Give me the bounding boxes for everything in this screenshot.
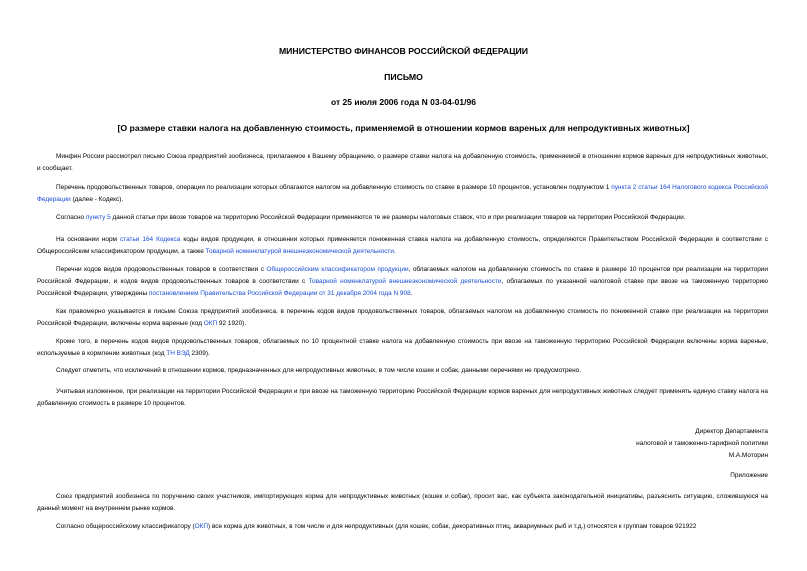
paragraph-8: Следует отметить, что исключений в отношении кормов, предназначенных для непродуктивных животных, в том числе кошек и собак, данными перечнями не предусмотрено. <box>56 367 582 374</box>
ministry-heading: МИНИСТЕРСТВО ФИНАНСОВ РОССИЙСКОЙ ФЕДЕРАЦИИ <box>278 46 529 56</box>
appendix-paragraph-1: Союз предприятий зообизнеса по поручению своих участников, импортирующих корма для непродуктивных животных (кошек и собак), просит вас, как субъекта законодательной инициативы, разъяснить ситуацию, сложившуюся на данный момент на внутреннем рынке кормов. <box>37 493 768 512</box>
paragraph-7 <box>37 336 768 360</box>
paragraph-3 <box>37 212 768 224</box>
link-okp-classifier[interactable]: Общероссийским классификатором продукции <box>266 266 409 273</box>
link-tax-code-article-164[interactable]: пункта 2 статьи 164 Налогового кодекса Российской Федерации <box>37 184 768 203</box>
paragraph-7-text-a: Кроме того, в перечень кодов видов продовольственных товаров, облагаемых по 10 процентной ставке налога на добавленную стоимость при ввозе на таможенную территорию Российской Федерации включены корма вареные, используемые в кормлении животных (код <box>37 338 768 357</box>
link-tn-ved-2[interactable]: Товарной номенклатурой внешнеэкономической деятельности <box>308 278 502 285</box>
paragraph-2-text-b: (далее - Кодекс). <box>70 196 124 203</box>
link-okp-appendix[interactable]: ОКП <box>194 523 209 530</box>
link-okp[interactable]: ОКП <box>203 320 218 327</box>
document-subject: [О размере ставки налога на добавленную стоимость, применяемой в отношении кормов вареных для непродуктивных животных] <box>117 123 690 133</box>
appendix-label: Приложение <box>730 472 768 479</box>
signature-position: Директор Департамента <box>695 428 768 435</box>
link-tn-ved-code[interactable]: ТН ВЭД <box>166 350 190 357</box>
paragraph-2 <box>37 182 768 206</box>
appendix-paragraph-2-text-a: Согласно общероссийскому классификатору ( <box>56 523 195 530</box>
paragraph-6 <box>37 306 768 330</box>
paragraph-5-text-b: , облагаемых налогом на добавленную стоимость по ставке в размере 10 процентов при реализации на территории Российской Федерации, и кодов видов продовольственных товаров в соответствии с <box>37 266 768 285</box>
appendix-paragraph-2-text-b: ) все корма для животных, в том числе и для непродуктивных (для кошек, собак, декоративных птиц, аквариумных рыб и т.д.) относятся к группам товаров 921922 <box>208 523 697 530</box>
paragraph-3-text-b: данной статьи при ввозе товаров на территорию Российской Федерации применяются те же размеры налоговых ставок, что и при реализации товаров на территории Российской Федерации. <box>110 214 686 221</box>
link-tn-ved[interactable]: Товарной номенклатурой внешнеэкономической деятельности <box>205 248 394 255</box>
link-resolution-908[interactable]: постановлением Правительства Российской Федерации от 31 декабря 2004 года N 908 <box>148 290 411 297</box>
paragraph-5-text-a: Перечни кодов видов продовольственных товаров в соответствии с <box>56 266 267 273</box>
document-date-number: от 25 июля 2006 года N 03-04-01/96 <box>331 97 476 107</box>
paragraph-5-text-d: . <box>410 290 413 297</box>
paragraph-9: Учитывая изложенное, при реализации на территории Российской Федерации и при ввозе на таможенную территорию Российской Федерации кормов вареных для непродуктивных животных следует применять единую ставку налога на добавленную стоимость в размере 10 процентов. <box>37 388 768 407</box>
paragraph-4-text-c: . <box>393 248 396 255</box>
paragraph-5-text-c: , облагаемых по указанной налоговой ставке при ввозе на таможенную территорию Российской Федерации, утверждены <box>37 278 769 297</box>
paragraph-2-text-a: Перечень продовольственных товаров, операции по реализации которых облагаются налогом на добавленную стоимость по ставке в размере 10 процентов, установлен подпунктом 1 <box>56 184 612 191</box>
paragraph-7-text-b: 2309). <box>189 350 210 357</box>
paragraph-4-text-b: коды видов продукции, в отношении которых применяется пониженная ставка налога на добавленную стоимость, определяются Правительством Российской Федерации в соответствии с Общероссийским классификатором продукции, а также <box>37 236 768 255</box>
paragraph-6-text-a: Как правомерно указывается в письме Союза предприятий зообизнеса, в перечень кодов видов продовольственных товаров, облагаемых налогом на добавленную стоимость по пониженной ставке при реализации на территории Российской Федерации, включены корма вареные (код <box>37 308 768 327</box>
link-item-5[interactable]: пункту 5 <box>85 214 111 221</box>
paragraph-4-text-a: На основании норм <box>56 236 120 243</box>
document-type: ПИСЬМО <box>384 72 423 82</box>
signature-name: М.А.Моторин <box>728 452 768 459</box>
signature-department: налоговой и таможенно-тарифной политики <box>636 440 768 447</box>
link-article-164[interactable]: статьи 164 Кодекса <box>119 236 181 243</box>
paragraph-5 <box>37 264 768 300</box>
paragraph-4 <box>37 234 768 258</box>
paragraph-6-text-b: 92 1920). <box>217 320 247 327</box>
paragraph-3-text-a: Согласно <box>56 214 86 221</box>
appendix-paragraph-2 <box>37 521 768 533</box>
paragraph-1: Минфин России рассмотрел письмо Союза предприятий зообизнеса, прилагаемое к Вашему обращению, о размере ставки налога на добавленную стоимость, применяемой в отношении кормов вареных для непродуктивных животных, и сообщает. <box>37 153 768 172</box>
